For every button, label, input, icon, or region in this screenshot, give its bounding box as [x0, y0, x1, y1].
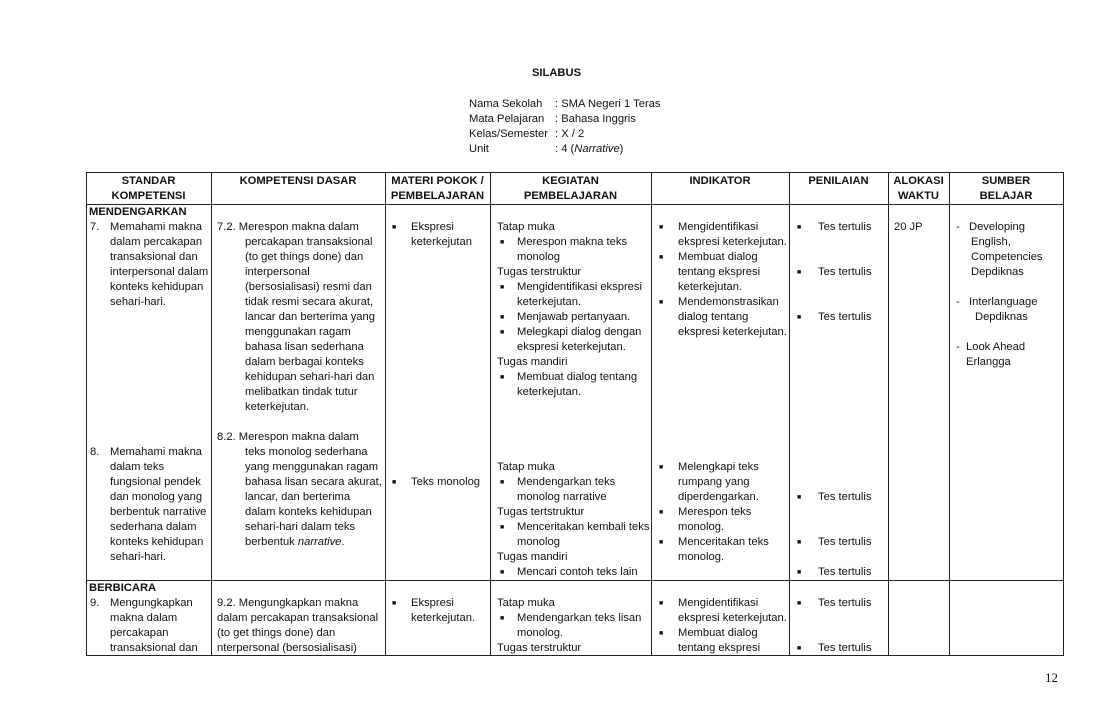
bullet-icon: ■	[500, 239, 505, 246]
sk8-text	[110, 445, 206, 565]
bullet-icon: ■	[659, 299, 664, 306]
text-line: konteks kehidupan	[110, 536, 204, 548]
text-line: tidak resmi secara akurat,	[245, 296, 374, 308]
text-line: dalam teks	[110, 461, 165, 473]
header-standar-kompetensi	[86, 174, 211, 204]
text-line: Menceritakan kembali teks	[517, 521, 650, 533]
text-line: Look Ahead	[966, 341, 1026, 353]
text-line: Erlangga	[966, 356, 1011, 368]
bullet-icon: ■	[797, 600, 802, 607]
text-line: keterkejutan.	[517, 296, 582, 308]
text-part: berbentuk	[245, 536, 298, 548]
text-line: English,	[971, 236, 1011, 248]
text-line: monolog.	[678, 551, 725, 563]
info-row-unit	[469, 142, 624, 157]
bullet-icon: ■	[797, 269, 802, 276]
text-line: Mengungkapkan	[110, 597, 193, 609]
text-line: ekspresi keterkejutan.	[678, 612, 787, 624]
pen1-item-3: Tes tertulis	[818, 311, 872, 323]
kg1-tatap-muka: Tatap muka	[497, 221, 555, 233]
text-line: teks monolog sederhana	[245, 446, 368, 458]
col-line-3	[490, 172, 491, 656]
text-line: Depdiknas	[971, 266, 1024, 278]
kd72-text	[245, 235, 375, 415]
bullet-icon: ■	[659, 509, 664, 516]
header-line: PEMBELAJARAN	[523, 190, 618, 202]
text-line: percakapan transaksional	[245, 236, 373, 248]
text-line: Membuat dialog	[678, 627, 758, 639]
source-item-1	[969, 220, 1043, 280]
text-line: ekspresi keterkejutan.	[517, 341, 626, 353]
bullet-icon: ■	[797, 539, 802, 546]
text-line: monolog.	[678, 521, 725, 533]
text-line: Memahami makna	[110, 221, 203, 233]
kg1-tugas-mandiri: Tugas mandiri	[497, 356, 568, 368]
text-line: fungsional pendek	[110, 476, 201, 488]
text-line: sehari-hari.	[110, 296, 166, 308]
kg3-item-1	[517, 611, 641, 641]
text-line: keterkejutan.	[517, 386, 582, 398]
header-line: MATERI POKOK /	[391, 175, 484, 187]
bullet-icon: ■	[797, 645, 802, 652]
text-line: ekspresi keterkejutan.	[678, 326, 787, 338]
text-line: Mendengarkan teks lisan	[517, 612, 642, 624]
bullet-icon: ■	[659, 464, 664, 471]
text-line: Menceritakan teks	[678, 536, 769, 548]
text-line: monolog	[517, 536, 560, 548]
text-line: dan monolog yang	[110, 491, 203, 503]
text-line: rumpang yang	[678, 476, 750, 488]
sk9-text	[110, 596, 198, 656]
sk8-number: 8.	[90, 446, 100, 458]
text-line: ekspresi keterkejutan.	[678, 236, 787, 248]
text-line: Competencies	[971, 251, 1043, 263]
text-line: monolog	[517, 251, 560, 263]
unit-suffix: )	[619, 143, 624, 155]
header-line: ALOKASI	[893, 175, 944, 187]
ind1-item-2	[678, 250, 760, 295]
source-item-2	[969, 295, 1037, 325]
info-row-class	[469, 127, 585, 142]
kg1-item-2	[517, 280, 642, 310]
text-line: tentang ekspresi	[678, 266, 761, 278]
text-line: 9.2. Mengungkapkan makna	[217, 597, 359, 609]
page-title: SILABUS	[531, 67, 582, 79]
bullet-icon: ■	[659, 600, 664, 607]
page-number: 12	[1045, 670, 1058, 685]
kg3-tatap-muka: Tatap muka	[497, 597, 555, 609]
bullet-icon: ■	[392, 600, 397, 607]
info-value: : X / 2	[555, 128, 585, 140]
alokasi-value: 20 JP	[894, 221, 923, 233]
text-line: Mendengarkan teks	[517, 476, 616, 488]
col-line-1	[211, 172, 212, 656]
text-line: Mendemonstrasikan	[678, 296, 779, 308]
bullet-icon: ■	[500, 284, 505, 291]
pen1-item-2: Tes tertulis	[818, 266, 872, 278]
text-line: Melengkapi teks	[678, 461, 759, 473]
col-line-2	[385, 172, 386, 656]
kg2-tatap-muka: Tatap muka	[497, 461, 555, 473]
text-line: makna dalam	[110, 612, 178, 624]
text-line: sehari-hari dalam teks	[245, 521, 356, 533]
text-line: Mengidentifikasi	[678, 221, 759, 233]
text-line: percakapan	[110, 627, 169, 639]
header-kompetensi-dasar: KOMPETENSI DASAR	[239, 175, 357, 187]
text-line: (bersosialisasi) resmi dan	[245, 281, 372, 293]
text-line: sehari-hari.	[110, 551, 166, 563]
bullet-icon: ■	[500, 329, 505, 336]
section-heading-speaking: BERBICARA	[89, 582, 157, 594]
col-line-6	[888, 172, 889, 656]
text-line: interpersonal dalam	[110, 266, 209, 278]
mp3-text	[411, 596, 475, 626]
text-line: nterpersonal (bersosialisasi)	[217, 642, 357, 654]
pen2-item-1: Tes tertulis	[818, 491, 872, 503]
text-line: bahasa lisan secara akurat,	[245, 476, 382, 488]
text-line: transaksional dan	[110, 251, 198, 263]
text-line: Memahami makna	[110, 446, 203, 458]
kg1-item-5	[517, 370, 637, 400]
table-border-top	[86, 172, 1064, 173]
bullet-icon: ■	[659, 224, 664, 231]
text-line: keterkejutan.	[245, 401, 310, 413]
info-row-school	[469, 97, 661, 112]
header-line: STANDAR	[121, 175, 176, 187]
sk9-number: 9.	[90, 597, 100, 609]
table-header-divider	[86, 204, 1064, 205]
header-penilaian: PENILAIAN	[808, 175, 869, 187]
col-line-7	[949, 172, 950, 656]
header-line: SUMBER	[981, 175, 1031, 187]
col-line-8	[1063, 172, 1064, 656]
section-heading-listening: MENDENGARKAN	[89, 206, 187, 218]
bullet-icon: ■	[659, 630, 664, 637]
pen3-item-2: Tes tertulis	[818, 642, 872, 654]
text-line: Interlanguage	[969, 296, 1038, 308]
kg1-tugas-terstruktur: Tugas terstruktur	[497, 266, 582, 278]
kd82-text	[245, 445, 382, 550]
text-line: dalam berbagai konteks	[245, 356, 364, 368]
text-line: lancar dan berterima yang	[245, 311, 375, 323]
bullet-icon: ■	[500, 479, 505, 486]
bullet-icon: ■	[392, 224, 397, 231]
info-value: : Bahasa Inggris	[555, 113, 636, 125]
ind1-item-1	[678, 220, 787, 250]
kg1-item-4	[517, 325, 641, 355]
ind3-item-1	[678, 596, 787, 626]
info-label: Nama Sekolah	[469, 98, 543, 110]
info-label: Kelas/Semester	[469, 128, 548, 140]
header-alokasi-waktu	[888, 174, 949, 204]
kg1-item-3: Menjawab pertanyaan.	[517, 311, 631, 323]
ind2-item-2	[678, 505, 751, 535]
sk7-text	[110, 220, 208, 310]
kg1-item-1	[517, 235, 627, 265]
ind3-item-2	[678, 626, 760, 656]
bullet-icon: ■	[797, 569, 802, 576]
text-line: diperdengarkan.	[678, 491, 759, 503]
kd82-first-line: 8.2. Merespon makna dalam	[217, 431, 359, 443]
kg2-tugas-mandiri: Tugas mandiri	[497, 551, 568, 563]
pen1-item-1: Tes tertulis	[818, 221, 872, 233]
header-line: WAKTU	[897, 190, 939, 202]
text-line: Membuat dialog	[678, 251, 758, 263]
header-line: KEGIATAN	[542, 175, 599, 187]
source-item-3	[966, 340, 1025, 370]
bullet-icon: ■	[797, 314, 802, 321]
ind2-item-3	[678, 535, 769, 565]
header-indikator: INDIKATOR	[689, 175, 751, 187]
text-line: Developing	[969, 221, 1025, 233]
text-line: dalam percakapan	[110, 236, 203, 248]
ind1-item-3	[678, 295, 787, 340]
text-line: dalam percakapan transaksional	[217, 612, 379, 624]
header-line: BELAJAR	[979, 190, 1033, 202]
text-line: keterkejutan	[411, 236, 472, 248]
text-line: monolog.	[517, 627, 564, 639]
kg2-tugas-terstruktur: Tugas tertstruktur	[497, 506, 585, 518]
info-value	[555, 142, 623, 157]
source-dash: -	[956, 221, 960, 233]
bullet-icon: ■	[392, 479, 397, 486]
text-line: tentang ekspresi	[678, 642, 761, 654]
text-line: transaksional dan	[110, 642, 198, 654]
text-line: Mengidentifikasi	[678, 597, 759, 609]
text-line: Depdiknas	[975, 311, 1028, 323]
header-kegiatan	[490, 174, 651, 204]
col-line-4	[651, 172, 652, 656]
text-line: Melegkapi dialog dengan	[517, 326, 642, 338]
bullet-icon: ■	[500, 569, 505, 576]
pen3-item-1: Tes tertulis	[818, 597, 872, 609]
bullet-icon: ■	[500, 524, 505, 531]
table-section-divider	[86, 580, 1064, 581]
pen2-item-2: Tes tertulis	[818, 536, 872, 548]
text-line: (to get things done) dan	[245, 251, 364, 263]
text-line: Membuat dialog tentang	[517, 371, 638, 383]
source-dash: -	[956, 341, 960, 353]
unit-prefix: : 4 (	[555, 143, 575, 155]
col-line-5	[789, 172, 790, 656]
text-line: interpersonal	[245, 266, 310, 278]
kd72-first-line: 7.2. Merespon makna dalam	[217, 221, 359, 233]
text-line: kehidupan sehari-hari dan	[245, 371, 375, 383]
mp1-text	[411, 220, 472, 250]
text-line: dialog tentang	[678, 311, 749, 323]
header-line: KOMPETENSI	[111, 190, 186, 202]
kg2-item-2	[517, 520, 649, 550]
bullet-icon: ■	[797, 494, 802, 501]
bullet-icon: ■	[659, 254, 664, 261]
bullet-icon: ■	[500, 374, 505, 381]
header-line: PEMBELAJARAN	[390, 190, 485, 202]
text-line: lancar, dan berterima	[245, 491, 351, 503]
text-line: dalam konteks kehidupan	[245, 506, 372, 518]
kg2-item-1	[517, 475, 615, 505]
header-materi-pokok	[385, 174, 490, 204]
kd92-text	[217, 596, 378, 656]
kg2-item-3: Mencari contoh teks lain	[517, 566, 638, 578]
bullet-icon: ■	[659, 539, 664, 546]
text-line: Ekspresi	[411, 597, 454, 609]
text-line: bahasa lisan sederhana	[245, 341, 364, 353]
mp2-text: Teks monolog	[411, 476, 481, 488]
text-line: berbentuk narrative	[110, 506, 207, 518]
text-line: Ekspresi	[411, 221, 454, 233]
kg3-tugas-terstruktur: Tugas terstruktur	[497, 642, 582, 654]
text-line: menggunakan ragam	[245, 326, 351, 338]
bullet-icon: ■	[797, 224, 802, 231]
info-value: : SMA Negeri 1 Teras	[555, 98, 661, 110]
header-sumber-belajar	[949, 174, 1063, 204]
text-line	[245, 535, 382, 550]
text-line: keterkejutan.	[411, 612, 476, 624]
text-line: melibatkan tindak tutur	[245, 386, 358, 398]
bullet-icon: ■	[500, 615, 505, 622]
text-line: sederhana dalam	[110, 521, 197, 533]
text-line: monolog narrative	[517, 491, 607, 503]
info-label: Unit	[469, 143, 489, 155]
source-dash: -	[956, 296, 960, 308]
ind2-item-1	[678, 460, 759, 505]
text-line: konteks kehidupan	[110, 281, 204, 293]
text-italic: narrative	[297, 536, 342, 548]
text-part: .	[341, 536, 345, 548]
text-line: Merespon teks	[678, 506, 752, 518]
text-line: (to get things done) dan	[217, 627, 336, 639]
info-row-subject	[469, 112, 636, 127]
sk7-number: 7.	[90, 221, 100, 233]
info-label: Mata Pelajaran	[469, 113, 545, 125]
col-line-0	[86, 172, 87, 656]
text-line: Mengidentifikasi ekspresi	[517, 281, 642, 293]
text-line: Merespon makna teks	[517, 236, 628, 248]
text-line: yang menggunakan ragam	[245, 461, 379, 473]
unit-italic: Narrative	[574, 143, 620, 155]
text-line: keterkejutan.	[678, 281, 743, 293]
bullet-icon: ■	[500, 314, 505, 321]
pen2-item-3: Tes tertulis	[818, 566, 872, 578]
